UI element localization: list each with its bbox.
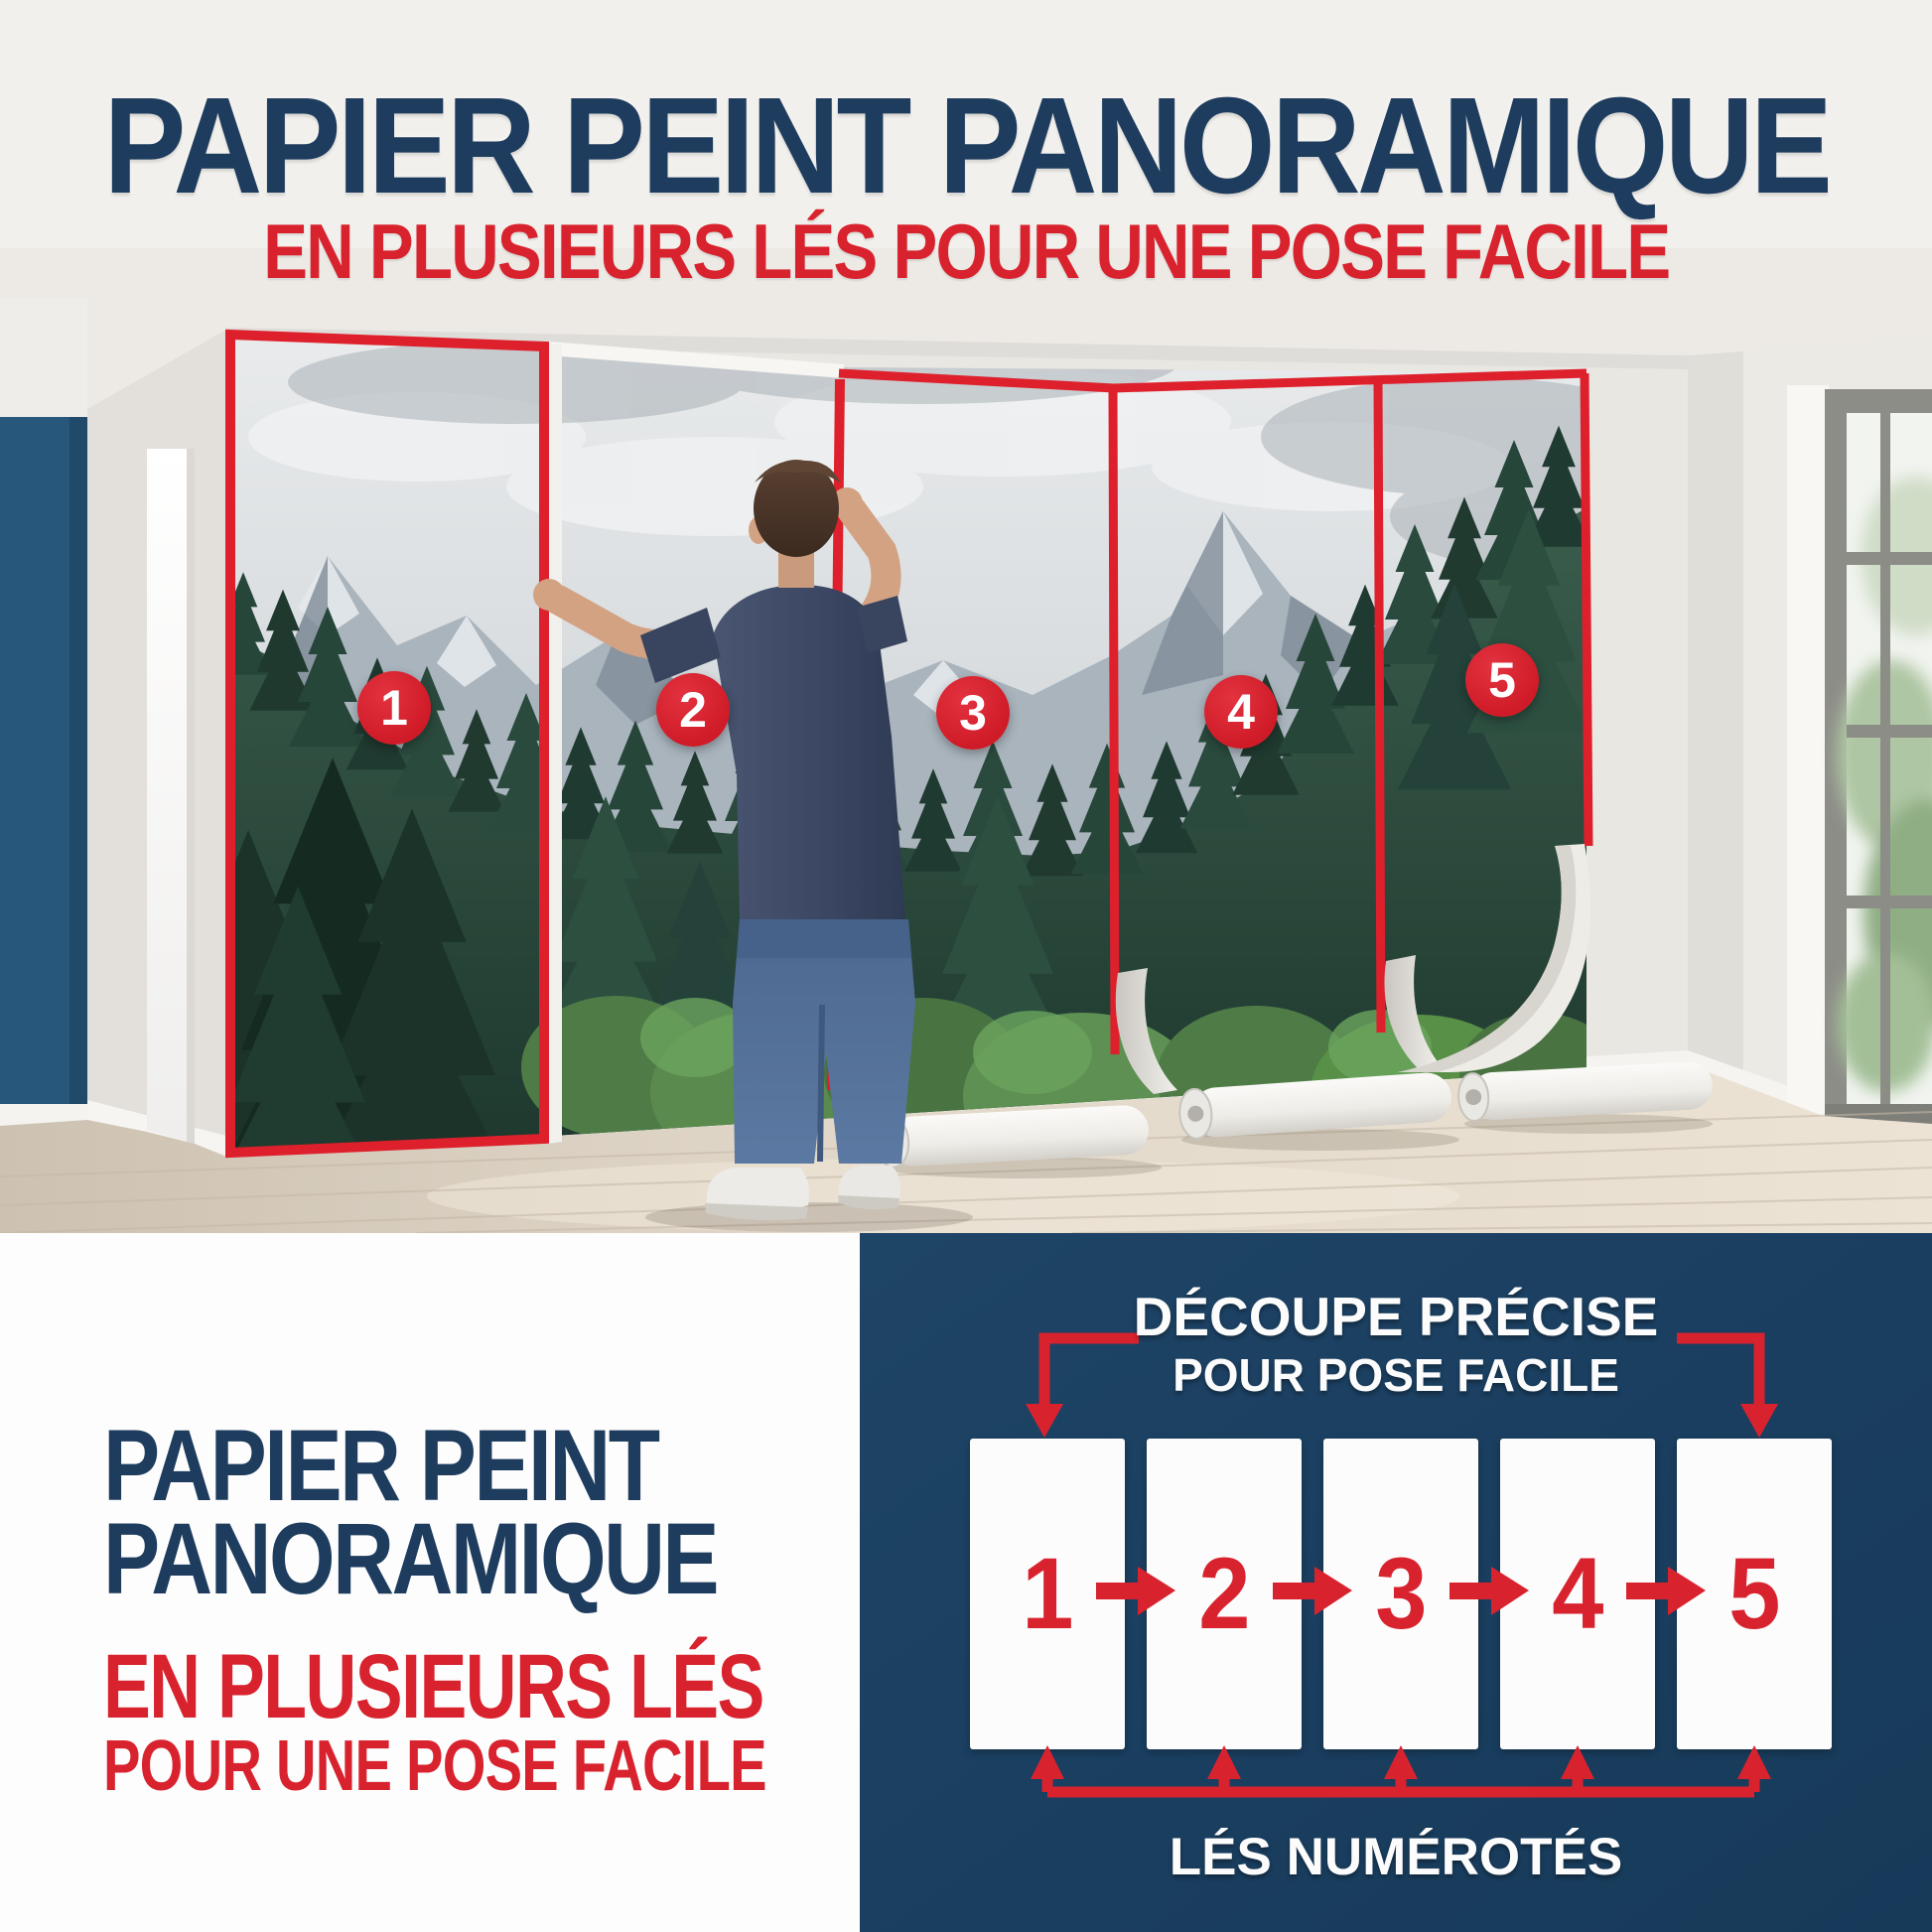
bottom-left-subtitle-line2: POUR UNE POSE FACILE [103, 1726, 766, 1806]
bottom-left-title [103, 1409, 834, 1615]
diagram-strip-1: 1 [970, 1439, 1125, 1749]
window [1787, 385, 1932, 1134]
bottom-left-title-line1: PAPIER PEINT [103, 1409, 658, 1522]
bottom-left-section [0, 1233, 860, 1932]
bottom-left-title-line2: PANORAMIQUE [103, 1501, 718, 1615]
panel-number-badge-1: 1 [357, 671, 431, 745]
panel-number-badge-3: 3 [936, 676, 1010, 750]
diagram-header-line1: DÉCOUPE PRÉCISE [1133, 1286, 1659, 1347]
panel-number-badge-2: 2 [656, 673, 730, 747]
blue-accent-wall [0, 298, 87, 1126]
diagram-section [860, 1233, 1932, 1932]
page-subtitle [0, 207, 1932, 295]
diagram-header-line2: POUR POSE FACILE [1173, 1349, 1619, 1401]
page-title [0, 69, 1932, 222]
diagram-strip-3: 3 [1323, 1439, 1478, 1749]
panel-number-badge-4: 4 [1204, 675, 1278, 749]
diagram-footer-label: LÉS NUMÉROTÉS [1169, 1828, 1623, 1886]
bottom-left-subtitle-line1: EN PLUSIEURS LÉS [103, 1636, 763, 1737]
diagram-strip-4: 4 [1500, 1439, 1655, 1749]
diagram-strip-5: 5 [1677, 1439, 1832, 1749]
page-subtitle-text: EN PLUSIEURS LÉS POUR UNE POSE FACILE [262, 207, 1670, 295]
doorway [147, 449, 195, 1144]
panel-number-badge-5: 5 [1465, 643, 1539, 717]
diagram-strip-2: 2 [1147, 1439, 1302, 1749]
page-title-text: PAPIER PEINT PANORAMIQUE [103, 69, 1829, 222]
